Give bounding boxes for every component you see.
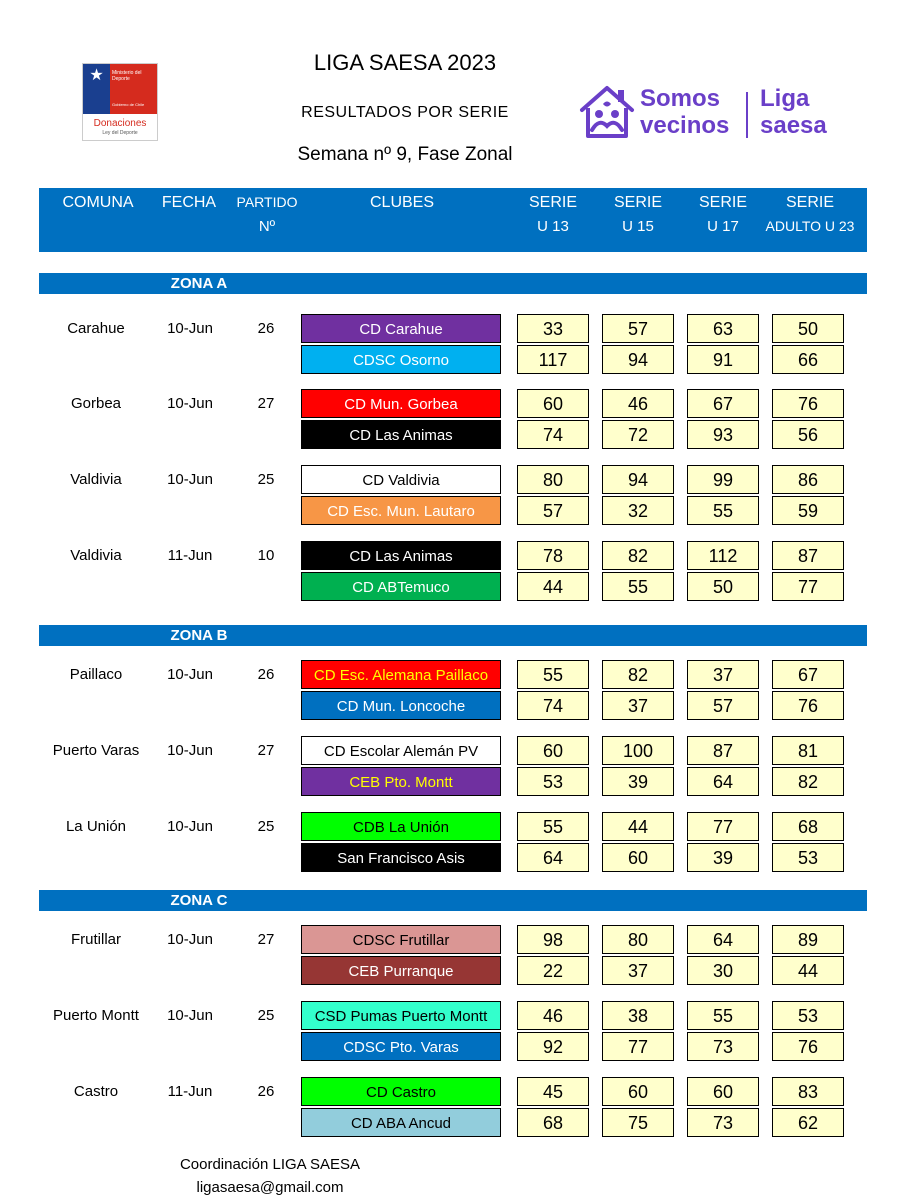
ministry-logo [82,63,158,141]
score-cell: 77 [602,1032,674,1061]
club-name-away: CD Las Animas [301,420,501,449]
score-cell: 76 [772,1032,844,1061]
club-name-home: CD Las Animas [301,541,501,570]
score-cell: 46 [517,1001,589,1030]
score-cell: 92 [517,1032,589,1061]
club-name-away: CD Mun. Loncoche [301,691,501,720]
col-u17: SERIE [698,194,747,211]
score-cell: 60 [602,843,674,872]
score-cell: 57 [517,496,589,525]
week-label: Semana nº 9, Fase Zonal [297,144,513,165]
footer-coordination: Coordinación LIGA SAESA [179,1156,361,1173]
logo-word-vecinos: vecinos [640,112,730,139]
col-adulto-sub: ADULTO U 23 [765,218,855,234]
score-cell: 82 [602,660,674,689]
score-cell: 80 [602,925,674,954]
match-fecha: 10-Jun [167,666,213,683]
score-cell: 87 [772,541,844,570]
col-u13-sub: U 13 [537,218,569,235]
score-cell: 64 [687,925,759,954]
col-u17-sub: U 17 [707,218,739,235]
score-cell: 22 [517,956,589,985]
match-partido: 26 [257,1083,275,1100]
score-cell: 73 [687,1032,759,1061]
score-cell: 86 [772,465,844,494]
score-cell: 55 [517,812,589,841]
house-people-icon [578,84,636,140]
score-cell: 44 [517,572,589,601]
score-cell: 93 [687,420,759,449]
zone-label: ZONA C [170,892,228,909]
club-name-away: CEB Purranque [301,956,501,985]
score-cell: 37 [602,956,674,985]
match-comuna: Valdivia [70,547,122,564]
club-name-home: CD Mun. Gorbea [301,389,501,418]
score-cell: 80 [517,465,589,494]
score-cell: 53 [772,843,844,872]
match-comuna: Carahue [67,320,125,337]
score-cell: 75 [602,1108,674,1137]
match-fecha: 11-Jun [167,547,213,564]
page-subtitle: RESULTADOS POR SERIE [301,104,509,121]
gov-name: Gobierno de Chile [112,102,145,107]
score-cell: 67 [772,660,844,689]
club-name-away: San Francisco Asis [301,843,501,872]
match-fecha: 10-Jun [167,320,213,337]
score-cell: 87 [687,736,759,765]
score-cell: 60 [517,389,589,418]
col-fecha: FECHA [161,194,217,211]
score-cell: 57 [687,691,759,720]
score-cell: 57 [602,314,674,343]
score-cell: 56 [772,420,844,449]
match-partido: 26 [257,666,275,683]
match-comuna: Paillaco [69,666,123,683]
col-clubes: CLUBES [369,194,435,211]
score-cell: 82 [602,541,674,570]
score-cell: 94 [602,465,674,494]
score-cell: 38 [602,1001,674,1030]
match-comuna: Castro [73,1083,119,1100]
col-u13: SERIE [528,194,577,211]
club-name-away: CD ABA Ancud [301,1108,501,1137]
score-cell: 77 [772,572,844,601]
score-cell: 63 [687,314,759,343]
score-cell: 53 [517,767,589,796]
score-cell: 66 [772,345,844,374]
score-cell: 50 [687,572,759,601]
score-cell: 50 [772,314,844,343]
match-fecha: 11-Jun [167,1083,213,1100]
match-partido: 25 [257,471,275,488]
score-cell: 44 [772,956,844,985]
score-cell: 64 [517,843,589,872]
score-cell: 89 [772,925,844,954]
logo-divider [746,92,748,138]
score-cell: 32 [602,496,674,525]
club-name-home: CD Escolar Alemán PV [301,736,501,765]
match-comuna: Valdivia [70,471,122,488]
score-cell: 60 [602,1077,674,1106]
match-comuna: Frutillar [70,931,121,948]
score-cell: 99 [687,465,759,494]
match-comuna: Gorbea [70,395,122,412]
logo-word-somos: Somos [640,85,721,112]
footer-email: ligasaesa@gmail.com [196,1179,344,1196]
logo-word-liga: Liga [760,85,810,112]
match-partido: 27 [257,931,275,948]
score-cell: 39 [687,843,759,872]
score-cell: 64 [687,767,759,796]
match-partido: 26 [257,320,275,337]
score-cell: 117 [517,345,589,374]
match-partido: 27 [257,395,275,412]
score-cell: 76 [772,389,844,418]
club-name-away: CEB Pto. Montt [301,767,501,796]
col-comuna: COMUNA [62,194,134,211]
score-cell: 55 [517,660,589,689]
score-cell: 74 [517,691,589,720]
match-fecha: 10-Jun [167,742,213,759]
score-cell: 33 [517,314,589,343]
score-cell: 68 [772,812,844,841]
club-name-away: CD ABTemuco [301,572,501,601]
score-cell: 60 [517,736,589,765]
col-adulto: SERIE [785,194,834,211]
score-cell: 72 [602,420,674,449]
club-name-home: CD Castro [301,1077,501,1106]
score-cell: 78 [517,541,589,570]
club-name-home: CSD Pumas Puerto Montt [301,1001,501,1030]
score-cell: 60 [687,1077,759,1106]
col-partido-no: Nº [258,218,276,235]
score-cell: 55 [687,1001,759,1030]
club-name-away: CDSC Pto. Varas [301,1032,501,1061]
score-cell: 73 [687,1108,759,1137]
club-name-home: CDSC Frutillar [301,925,501,954]
match-comuna: Puerto Montt [53,1007,139,1024]
match-comuna: Puerto Varas [52,742,140,759]
match-partido: 27 [257,742,275,759]
score-cell: 62 [772,1108,844,1137]
club-name-away: CDSC Osorno [301,345,501,374]
score-cell: 53 [772,1001,844,1030]
col-partido: PARTIDO [236,194,298,210]
match-fecha: 10-Jun [167,395,213,412]
ley-text: Ley del Deporte [102,130,138,136]
score-cell: 82 [772,767,844,796]
match-partido: 10 [257,547,275,564]
club-name-home: CD Esc. Alemana Paillaco [301,660,501,689]
donaciones-text: Donaciones [93,118,147,129]
zone-band [39,273,867,294]
score-cell: 44 [602,812,674,841]
score-cell: 100 [602,736,674,765]
score-cell: 59 [772,496,844,525]
score-cell: 46 [602,389,674,418]
ministry-name: Ministerio del Deporte [112,70,142,82]
zone-band [39,890,867,911]
score-cell: 39 [602,767,674,796]
match-fecha: 10-Jun [167,471,213,488]
score-cell: 45 [517,1077,589,1106]
zone-label: ZONA B [170,627,228,644]
score-cell: 81 [772,736,844,765]
score-cell: 30 [687,956,759,985]
club-name-away: CD Esc. Mun. Lautaro [301,496,501,525]
score-cell: 68 [517,1108,589,1137]
score-cell: 76 [772,691,844,720]
match-partido: 25 [257,818,275,835]
score-cell: 67 [687,389,759,418]
zone-band [39,625,867,646]
column-header-band [39,188,867,252]
match-comuna: La Unión [65,818,127,835]
match-partido: 25 [257,1007,275,1024]
score-cell: 37 [687,660,759,689]
score-cell: 55 [687,496,759,525]
col-u15: SERIE [613,194,662,211]
score-cell: 91 [687,345,759,374]
club-name-home: CD Valdivia [301,465,501,494]
match-fecha: 10-Jun [167,1007,213,1024]
logo-word-saesa: saesa [760,112,827,139]
score-cell: 98 [517,925,589,954]
club-name-home: CD Carahue [301,314,501,343]
score-cell: 37 [602,691,674,720]
score-cell: 94 [602,345,674,374]
zone-label: ZONA A [170,275,228,292]
score-cell: 55 [602,572,674,601]
score-cell: 74 [517,420,589,449]
match-fecha: 10-Jun [167,818,213,835]
club-name-home: CDB La Unión [301,812,501,841]
score-cell: 112 [687,541,759,570]
page-title: LIGA SAESA 2023 [313,50,497,75]
somos-vecinos-logo [578,82,838,142]
col-u15-sub: U 15 [622,218,654,235]
star-icon: ★ [89,67,104,84]
match-fecha: 10-Jun [167,931,213,948]
score-cell: 83 [772,1077,844,1106]
score-cell: 77 [687,812,759,841]
